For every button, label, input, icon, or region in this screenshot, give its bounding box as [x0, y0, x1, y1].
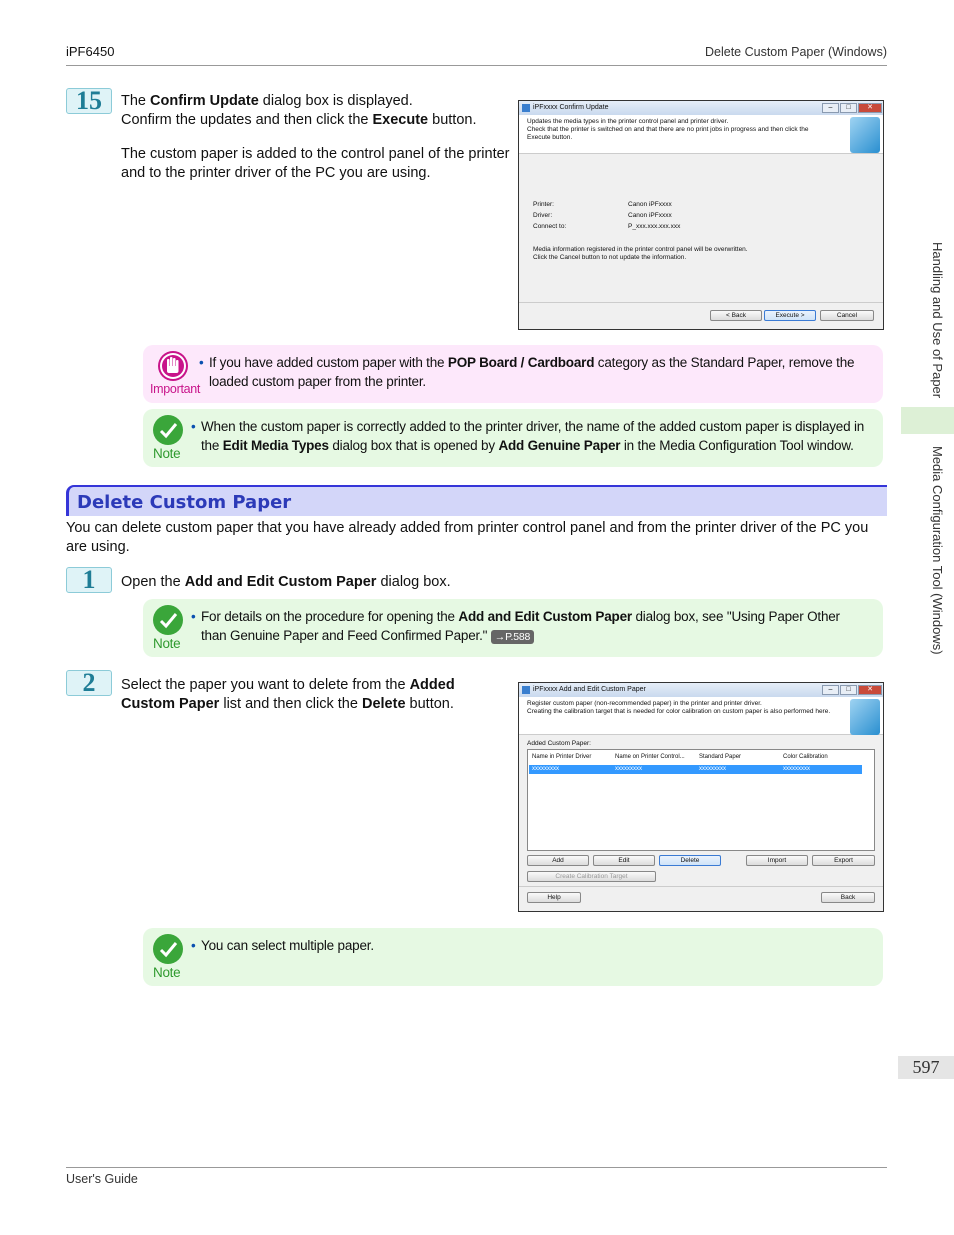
step-number: 2 [66, 670, 112, 696]
side-tab-marker [901, 407, 954, 434]
section-title: Delete Custom Paper [77, 492, 292, 513]
maximize-icon[interactable]: □ [840, 685, 857, 695]
connect-label: Connect to: [533, 223, 567, 230]
printer-value: Canon iPFxxxx [628, 201, 672, 208]
header-rule [66, 65, 887, 66]
step1-text: Open the Add and Edit Custom Paper dialog box. [121, 574, 451, 590]
header-product: iPF6450 [66, 44, 115, 59]
cancel-button[interactable]: Cancel [820, 310, 874, 321]
printer-label: Printer: [533, 201, 554, 208]
minimize-icon[interactable]: – [822, 685, 839, 695]
back-button[interactable]: < Back [710, 310, 762, 321]
column-header[interactable]: Name on Printer Control... [615, 754, 685, 760]
note-text: • For details on the procedure for opening the Add and Edit Custom Paper dialog box, see "Using Paper Other than Genuine Paper and Feed Confirmed Paper." →P.588 [191, 609, 840, 643]
cancel-message: Click the Cancel button to not update the information. [533, 254, 687, 261]
hand-stop-icon [158, 351, 188, 381]
dialog-description: Register custom paper (non-recommended paper) in the printer and printer driver. Creating the calibration target that is needed for color calibration on custom paper is also performed here. [519, 697, 883, 735]
app-icon [522, 104, 530, 112]
note-box [143, 409, 883, 467]
column-header[interactable]: Color Calibration [783, 754, 828, 760]
note-pencil-icon [153, 605, 183, 635]
section-heading [66, 485, 887, 516]
app-icon [522, 686, 530, 694]
overwrite-message: Media information registered in the printer control panel will be overwritten. [533, 246, 748, 253]
added-custom-paper-list[interactable] [527, 749, 875, 851]
step-number: 1 [66, 567, 112, 593]
edit-button[interactable]: Edit [593, 855, 655, 866]
cell: xxxxxxxxx [783, 766, 810, 772]
note-label: Note [153, 446, 181, 461]
step2-text: Select the paper you want to delete from the Added Custom Paper list and then click the Delete button. [121, 677, 455, 712]
create-calibration-target-button[interactable]: Create Calibration Target [527, 871, 656, 882]
export-button[interactable]: Export [812, 855, 875, 866]
column-header[interactable]: Name in Printer Driver [532, 754, 592, 760]
close-icon[interactable]: ✕ [858, 103, 882, 113]
note-box [143, 599, 883, 657]
back-button[interactable]: Back [821, 892, 875, 903]
footer-rule [66, 1167, 887, 1168]
note-box [143, 928, 883, 986]
header-section: Delete Custom Paper (Windows) [704, 45, 887, 59]
delete-button[interactable]: Delete [659, 855, 721, 866]
note-pencil-icon [153, 415, 183, 445]
execute-button[interactable]: Execute > [764, 310, 816, 321]
printer-graphic-icon [850, 699, 880, 735]
step-number: 15 [66, 88, 112, 114]
dialog-description: Updates the media types in the printer control panel and printer driver. Check that the printer is switched on and that there are no print jobs in progress and then click the Execute button. [519, 115, 883, 154]
note-pencil-icon [153, 934, 183, 964]
list-label: Added Custom Paper: [527, 740, 591, 747]
section-intro: You can delete custom paper that you have already added from printer control panel and from the printer driver of the PC you are using. [66, 520, 869, 555]
help-button[interactable]: Help [527, 892, 581, 903]
note-text: • When the custom paper is correctly added to the printer driver, the name of the added custom paper is displayed in the Edit Media Types dialog box that is opened by Add Genuine Paper in the Media Configuration Tool window. [191, 419, 865, 453]
note-label: Note [153, 965, 181, 980]
dialog-title: iPFxxxx Add and Edit Custom Paper [533, 686, 646, 693]
driver-value: Canon iPFxxxx [628, 212, 672, 219]
important-label: Important [150, 382, 201, 396]
import-button[interactable]: Import [746, 855, 808, 866]
cell: xxxxxxxxx [615, 766, 642, 772]
add-button[interactable]: Add [527, 855, 589, 866]
step15-text: The Confirm Update dialog box is displayed. Confirm the updates and then click the Execute button. The custom paper is added to the control panel of the printer and to the printer driver of the PC you are using. [121, 93, 510, 181]
maximize-icon[interactable]: □ [840, 103, 857, 113]
add-edit-custom-paper-dialog-screenshot [518, 682, 884, 912]
cell: xxxxxxxxx [532, 766, 559, 772]
note-label: Note [153, 636, 181, 651]
important-text: • If you have added custom paper with the POP Board / Cardboard category as the Standard Paper, remove the loaded custom paper from the printer. [199, 355, 855, 389]
side-label-upper: Handling and Use of Paper [930, 242, 945, 399]
printer-graphic-icon [850, 117, 880, 153]
footer-title: User's Guide [66, 1172, 138, 1186]
driver-label: Driver: [533, 212, 553, 219]
minimize-icon[interactable]: – [822, 103, 839, 113]
table-row[interactable] [529, 765, 862, 774]
dialog-title: iPFxxxx Confirm Update [533, 104, 609, 111]
side-label-lower: Media Configuration Tool (Windows) [930, 446, 945, 655]
page-reference-link[interactable]: →P.588 [491, 630, 534, 644]
close-icon[interactable]: ✕ [858, 685, 882, 695]
column-header[interactable]: Standard Paper [699, 754, 742, 760]
confirm-update-dialog-screenshot [518, 100, 884, 330]
connect-value: P_xxx.xxx.xxx.xxx [628, 223, 681, 230]
note-text: • You can select multiple paper. [191, 938, 374, 953]
cell: xxxxxxxxx [699, 766, 726, 772]
page-number: 597 [898, 1056, 954, 1079]
important-box [143, 345, 883, 403]
